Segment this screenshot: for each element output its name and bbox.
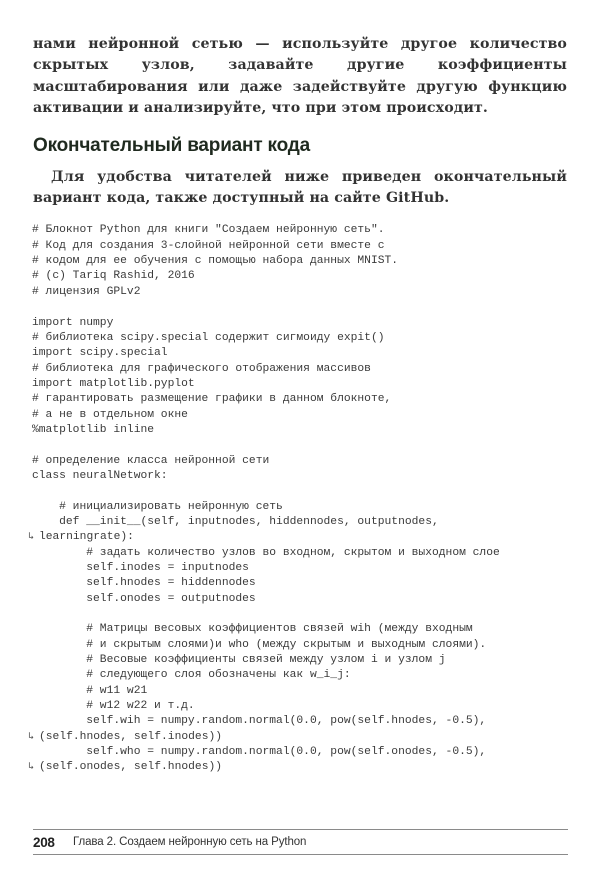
page-footer [33, 829, 568, 855]
code-line [32, 592, 567, 607]
running-title: Глава 2. Создаем нейронную сеть на Python [73, 836, 307, 848]
code-line [32, 254, 567, 269]
code-text: # (c) Tariq Rashid, 2016 [32, 270, 195, 283]
code-line [32, 223, 567, 238]
code-text: import matplotlib.pyplot [32, 377, 195, 390]
code-text: self.wih = numpy.random.normal(0.0, pow(self.hnodes, -0.5), [32, 715, 487, 728]
code-line [32, 484, 567, 499]
code-line [32, 239, 567, 254]
code-line [32, 316, 567, 331]
code-line [32, 285, 567, 300]
line-continuation-icon: ↳ [28, 762, 35, 774]
code-line [32, 469, 567, 484]
code-text: # инициализировать нейронную сеть [32, 500, 283, 513]
code-line [32, 561, 567, 576]
line-continuation-icon: ↳ [28, 532, 35, 544]
code-text: # задать количество узлов во входном, скрытом и выходном слое [32, 546, 500, 559]
code-text: # w11 w21 [32, 684, 148, 697]
code-line [32, 346, 567, 361]
code-text: import numpy [32, 316, 114, 329]
intro-paragraph: нами нейронной сетью — используйте другое количество скрытых узлов, задавайте другие коэффициенты масштабирования или даже задействуйте другую функцию активации и анализируйте, что при этом происходит. [33, 36, 567, 117]
code-line [32, 684, 567, 699]
code-text: learningrate): [39, 531, 134, 544]
code-line [32, 377, 567, 392]
code-line [32, 546, 567, 561]
code-line [28, 730, 567, 745]
code-text: self.who = numpy.random.normal(0.0, pow(self.onodes, -0.5), [32, 746, 487, 759]
section-title: Окончательный вариант кода [33, 134, 310, 156]
code-text: # а не в отдельном окне [32, 408, 188, 421]
code-text: # библиотека для графического отображения массивов [32, 362, 371, 375]
code-text: (self.onodes, self.hnodes)) [39, 761, 223, 774]
code-line [32, 745, 567, 760]
code-line [32, 362, 567, 377]
code-line [32, 668, 567, 683]
code-text: %matplotlib inline [32, 423, 155, 436]
page-body [28, 34, 567, 776]
code-line [32, 576, 567, 591]
code-text: (self.hnodes, self.inodes)) [39, 730, 223, 743]
code-listing [28, 223, 567, 775]
code-text: # кодом для ее обучения с помощью набора данных MNIST. [32, 255, 399, 268]
code-text: self.hnodes = hiddennodes [32, 577, 256, 590]
code-line [32, 408, 567, 423]
code-text: # Код для создания 3-слойной нейронной сети вместе с [32, 239, 385, 252]
code-line [32, 392, 567, 407]
code-text: # библиотека scipy.special содержит сигмоиду expit() [32, 331, 385, 344]
code-text: # лицензия GPLv2 [32, 285, 141, 298]
code-line [32, 653, 567, 668]
section-paragraph: Для удобства читателей ниже приведен окончательный вариант кода, также доступный на сайте GitHub. [33, 168, 567, 207]
code-text: # Блокнот Python для книги "Создаем нейронную сеть". [32, 224, 385, 237]
code-text: # и скрытым слоями)и who (между скрытым и выходным слоями). [32, 638, 487, 651]
code-text: # w12 w22 и т.д. [32, 700, 195, 713]
code-text: class neuralNetwork: [32, 469, 168, 482]
code-text: # гарантировать размещение графики в данном блокноте, [32, 393, 392, 406]
code-text: # определение класса нейронной сети [32, 454, 270, 467]
code-line [32, 607, 567, 622]
code-text: # Весовые коэффициенты связей между узлом i и узлом j [32, 654, 446, 667]
code-line [32, 454, 567, 469]
code-line [32, 500, 567, 515]
code-text: # Матрицы весовых коэффициентов связей wih (между входным [32, 623, 473, 636]
code-line [32, 714, 567, 729]
code-text: # следующего слоя обозначены как w_i_j: [32, 669, 351, 682]
code-line [32, 699, 567, 714]
code-line [32, 438, 567, 453]
code-line [32, 423, 567, 438]
code-line [32, 515, 567, 530]
code-line [32, 622, 567, 637]
code-text: self.onodes = outputnodes [32, 592, 256, 605]
code-line [32, 269, 567, 284]
page-number: 208 [33, 834, 55, 850]
code-text: import scipy.special [32, 347, 168, 360]
code-line [32, 331, 567, 346]
code-line [28, 530, 567, 545]
line-continuation-icon: ↳ [28, 731, 35, 743]
code-line [32, 638, 567, 653]
code-line [32, 300, 567, 315]
code-line [28, 760, 567, 775]
code-text: self.inodes = inputnodes [32, 562, 249, 574]
code-text: def __init__(self, inputnodes, hiddennodes, outputnodes, [32, 515, 439, 528]
